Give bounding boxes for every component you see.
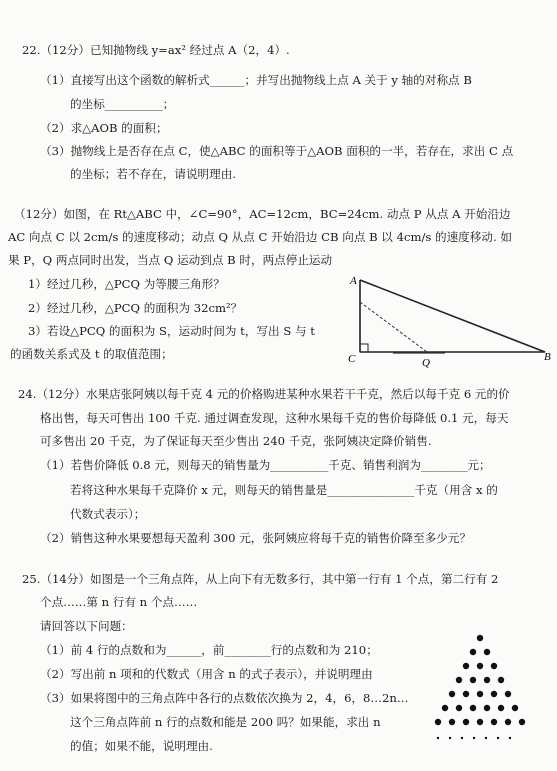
ellipsis-dot [449,737,451,739]
dot [477,663,483,669]
dot [498,677,504,683]
label-c: C [348,353,356,365]
ellipsis-dot [509,737,511,739]
q22-part1-line1: （1）直接写出这个函数的解析式______；并写出抛物线上点 A 关于 y 轴的对称点 B [40,73,472,87]
q25-part3-line1: （3）如果将图中的三角点阵中各行的点数依次换为 2，4，6，8…2n… [40,691,409,705]
dot [505,691,511,697]
q25-part2: （2）写出前 n 项和的代数式（用含 n 的式子表示），并说明理由 [40,667,373,681]
q22-part3-line2: 的坐标；若不存在，请说明理由. [70,167,236,181]
q23-part3-line1: 3）若设△PCQ 的面积为 S，运动时间为 t，写出 S 与 t [28,324,315,338]
q25-stem-line1: 25.（14分）如图是一个三角点阵，从上向下有无数多行，其中第一行有 1 个点，第二行有 2 [22,572,499,586]
dot [470,677,476,683]
dot [484,705,490,711]
q24-part1-line3: 代数式表示）； [70,507,146,521]
dot [498,705,504,711]
ellipsis-dot [437,737,439,739]
q25-part3-line3: 的值；如果不能，说明理由. [70,739,213,753]
dot [491,691,497,697]
dot [456,677,462,683]
q24-part1-line2: 若将这种水果每千克降价 x 元，则每天的销售量是_______________千克（用含 x 的 [70,483,498,497]
triangle-dot-array [420,628,540,753]
q23-triangle-figure [345,272,555,372]
dot [477,635,483,641]
dot [449,719,455,725]
dot [512,705,518,711]
dot [470,649,476,655]
dot [435,719,441,725]
q23-stem-line1: （12分）如图，在 Rt△ABC 中，∠C=90°，AC=12cm，BC=24cm. 动点 P 从点 A 开始沿边 [14,207,511,221]
q25-part1: （1）前 4 行的点数和为______，前________行的点数和为 210； [40,643,378,657]
dot [470,705,476,711]
segment-pq [360,302,427,352]
ellipsis-dot [461,737,463,739]
q24-part2: （2）销售这种水果要想每天盈利 300 元，张阿姨应将每千克的销售价降至多少元？ [40,531,472,545]
dot [484,677,490,683]
dot [463,719,469,725]
q24-stem-line3: 可多售出 20 千克，为了保证每天至少售出 240 千克，张阿姨决定降价销售. [40,434,432,448]
q24-stem-line1: 24.（12分）水果店张阿姨以每千克 4 元的价格购进某种水果若干千克，然后以每千克 6 元的价 [18,387,510,401]
q24-part1-line1: （1）若售价降低 0.8 元，则每天的销售量为__________千克、销售利润为________元； [40,458,491,472]
q23-part2: 2）经过几秒，△PCQ 的面积为 32cm²？ [28,301,243,315]
dot [442,705,448,711]
q23-part1: 1）经过几秒，△PCQ 为等腰三角形？ [28,277,225,291]
ellipsis-dot [473,737,475,739]
q25-prompt: 请回答以下问题： [40,619,133,633]
q22-part3-line1: （3）抛物线上是否存在点 C，使△ABC 的面积等于△AOB 面积的一半，若存在，求出 C 点 [40,144,514,158]
q22-part2: （2）求△AOB 的面积； [40,121,168,135]
dot [477,691,483,697]
dot [463,663,469,669]
dot [505,719,511,725]
q24-stem-line2: 格出售，每天可售出 100 千克. 通过调查发现，这种水果每千克的售价每降低 0.1 元，每天 [40,411,509,425]
ellipsis-dot [497,737,499,739]
dot [484,649,490,655]
label-a: A [350,275,357,287]
label-b: B [544,351,551,363]
q23-stem-line2: AC 向点 C 以 2cm/s 的速度移动；动点 Q 从点 C 开始沿边 CB 向点 B 以 4cm/s 的速度移动. 如 [8,230,512,244]
side-ab [360,280,545,352]
ellipsis-dot [485,737,487,739]
dot [491,663,497,669]
q25-stem-line2: 个点……第 n 行有 n 个点…… [40,595,198,609]
dot [463,691,469,697]
q23-part3-line2: 的函数关系式及 t 的取值范围； [10,347,173,361]
q25-part3-line2: 这个三角点阵前 n 行的点数和能是 200 吗？如果能，求出 n [70,715,381,729]
dot [477,719,483,725]
dot [456,705,462,711]
label-q: Q [422,357,430,369]
dot [491,719,497,725]
q22-stem: 22.（12分）已知抛物线 y=ax² 经过点 A（2，4）. [22,43,290,57]
q22-part1-line2: 的坐标__________； [70,97,175,111]
q23-stem-line3: 果 P，Q 两点同时出发，当点 Q 运动到点 B 时，两点停止运动 [8,253,333,267]
dot [449,691,455,697]
dot [519,719,525,725]
right-angle-mark [360,344,368,352]
